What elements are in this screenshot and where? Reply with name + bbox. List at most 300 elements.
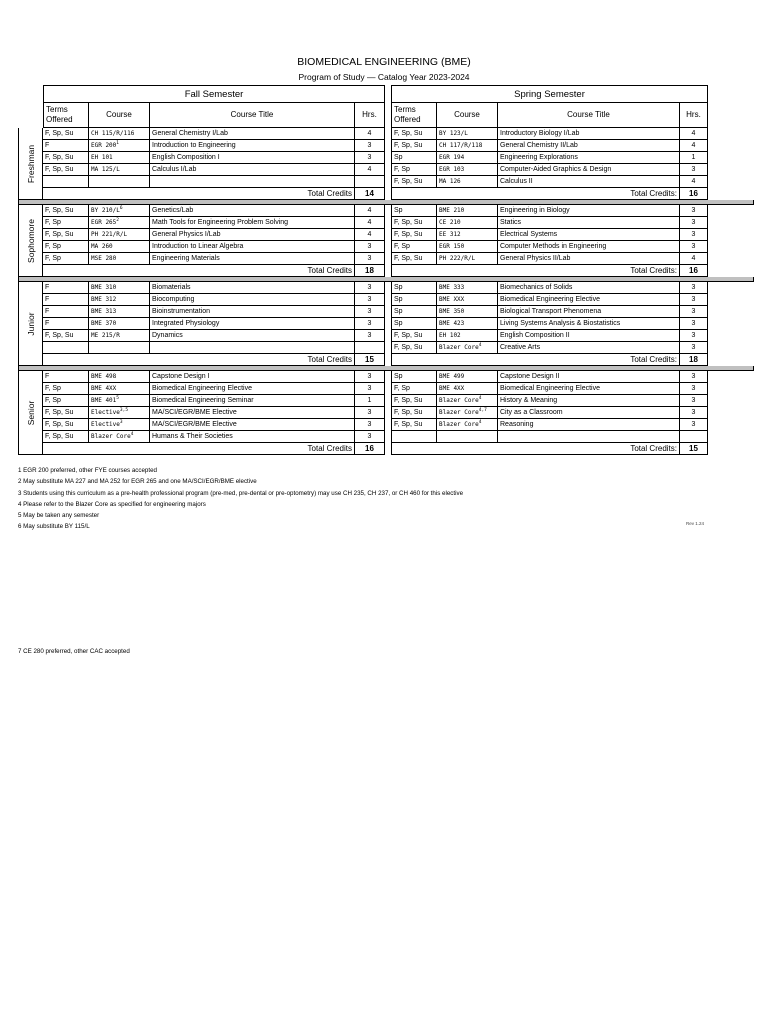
spring-course-cell	[437, 241, 498, 253]
fall-hrs-header: Hrs.	[355, 103, 385, 128]
fall-terms-cell: F, Sp	[43, 383, 89, 395]
year-block-senior	[18, 371, 754, 455]
spring-terms-cell: F, Sp, Su	[391, 128, 437, 140]
fall-hrs-cell: 3	[355, 407, 385, 419]
course-code: BME 499	[439, 373, 465, 380]
spring-total-label: Total Credits:	[391, 188, 680, 200]
spring-course-cell	[437, 140, 498, 152]
year-label	[18, 282, 43, 366]
fall-title-cell: Dynamics	[150, 330, 355, 342]
course-code: ME 215/R	[91, 332, 120, 339]
fall-course-cell	[89, 419, 150, 431]
fall-terms-cell: F	[43, 371, 89, 383]
spring-title-cell: Statics	[498, 217, 680, 229]
spring-course-cell	[437, 152, 498, 164]
fall-hrs-cell: 4	[355, 128, 385, 140]
spring-terms-cell: F, Sp, Su	[391, 217, 437, 229]
year-label	[18, 371, 43, 455]
spring-course-cell	[437, 371, 498, 383]
course-code: Elective	[91, 421, 120, 428]
spring-course-cell	[437, 306, 498, 318]
fall-hrs-cell	[355, 342, 385, 354]
spring-course-cell	[437, 383, 498, 395]
fall-terms-cell: F	[43, 318, 89, 330]
course-code: Blazer Core	[439, 397, 479, 404]
course-code: Blazer Core	[91, 433, 131, 440]
table-row	[43, 419, 754, 431]
spring-hrs-header: Hrs.	[680, 103, 708, 128]
spring-terms-cell: Sp	[391, 294, 437, 306]
fall-title-cell: Introduction to Linear Algebra	[150, 241, 355, 253]
spring-total-label: Total Credits:	[391, 443, 680, 455]
fall-title-cell: Math Tools for Engineering Problem Solving	[150, 217, 355, 229]
fall-course-cell	[89, 152, 150, 164]
spring-course-cell	[437, 176, 498, 188]
fall-hrs-cell: 3	[355, 294, 385, 306]
spring-title-cell: Biomechanics of Solids	[498, 282, 680, 294]
spring-title-cell: General Physics II/Lab	[498, 253, 680, 265]
fall-course-cell	[89, 241, 150, 253]
course-code: BME 401	[91, 397, 117, 404]
spring-hrs-cell: 3	[680, 205, 708, 217]
fall-hrs-cell: 3	[355, 431, 385, 443]
fall-title-cell: General Physics I/Lab	[150, 229, 355, 241]
fall-terms-cell: F	[43, 140, 89, 152]
spring-hrs-cell: 3	[680, 330, 708, 342]
spring-terms-cell: F, Sp, Su	[391, 395, 437, 407]
spring-course-cell	[437, 229, 498, 241]
table-row	[43, 241, 754, 253]
table-row	[43, 407, 754, 419]
footnote-ref: 4	[130, 432, 134, 437]
table-row	[43, 294, 754, 306]
fall-title-cell: Humans & Their Societies	[150, 431, 355, 443]
spring-terms-cell: Sp	[391, 282, 437, 294]
course-code: BY 210/L	[91, 207, 120, 214]
spring-hrs-cell: 3	[680, 371, 708, 383]
fall-course-cell	[89, 330, 150, 342]
spring-course-cell	[437, 330, 498, 342]
course-code: BME 423	[439, 320, 465, 327]
spring-title-cell	[498, 431, 680, 443]
spring-title-cell: Living Systems Analysis & Biostatistics	[498, 318, 680, 330]
spring-terms-cell: F, Sp, Su	[391, 140, 437, 152]
footnote: 3 Students using this curriculum as a pre-health professional program (pre-med, pre-dental or pre-optometry) may use CH 235, CH 237, or CH 460 for this elective	[18, 489, 464, 497]
spring-title-cell: Reasoning	[498, 419, 680, 431]
fall-terms-cell: F, Sp, Su	[43, 128, 89, 140]
spring-terms-cell: F, Sp	[391, 383, 437, 395]
table-row	[43, 128, 754, 140]
fall-total-label: Total Credits	[43, 354, 355, 366]
spring-title-cell: Biomedical Engineering Elective	[498, 294, 680, 306]
spring-course-cell	[437, 407, 498, 419]
course-code: EGR 194	[439, 154, 465, 161]
course-code: MA 125/L	[91, 166, 120, 173]
fall-hrs-cell: 4	[355, 229, 385, 241]
fall-terms-cell: F, Sp	[43, 395, 89, 407]
year-block-freshman	[18, 128, 754, 200]
fall-hrs-cell: 3	[355, 330, 385, 342]
spring-course-cell	[437, 342, 498, 354]
fall-title-cell: Calculus I/Lab	[150, 164, 355, 176]
fall-total-value: 15	[355, 354, 385, 366]
fall-hrs-cell: 1	[355, 395, 385, 407]
spring-title-cell: Engineering Explorations	[498, 152, 680, 164]
spring-terms-cell: F, Sp	[391, 164, 437, 176]
fall-hrs-cell: 3	[355, 152, 385, 164]
revision-label: Rev 1.24	[686, 521, 705, 526]
table-row	[43, 282, 754, 294]
footnote-7: 7 CE 280 preferred, other CAC accepted	[18, 648, 130, 655]
fall-terms-cell: F	[43, 294, 89, 306]
fall-terms-cell: F	[43, 282, 89, 294]
fall-title-cell: Biomedical Engineering Seminar	[150, 395, 355, 407]
footnote-ref: 4,7	[478, 408, 487, 413]
fall-hrs-cell: 3	[355, 241, 385, 253]
fall-hrs-cell: 4	[355, 217, 385, 229]
spring-terms-cell	[391, 431, 437, 443]
fall-course-cell	[89, 294, 150, 306]
fall-terms-cell: F, Sp	[43, 253, 89, 265]
fall-course-cell	[89, 282, 150, 294]
spring-terms-cell: Sp	[391, 318, 437, 330]
fall-title-cell: Introduction to Engineering	[150, 140, 355, 152]
footnote-ref: 3	[119, 420, 123, 425]
fall-total-value: 14	[355, 188, 385, 200]
year-name: Freshman	[25, 144, 36, 183]
spring-course-cell	[437, 164, 498, 176]
fall-course-cell	[89, 140, 150, 152]
course-code: Blazer Core	[439, 409, 479, 416]
fall-hrs-cell: 3	[355, 253, 385, 265]
footnote-ref: 1	[116, 141, 120, 146]
table-row	[43, 253, 754, 265]
spring-course-header: Course	[437, 103, 498, 128]
fall-hrs-cell: 3	[355, 383, 385, 395]
table-row	[43, 431, 754, 443]
fall-course-cell	[89, 205, 150, 217]
spring-terms-cell: F, Sp, Su	[391, 330, 437, 342]
spring-total-label: Total Credits:	[391, 265, 680, 277]
fall-terms-cell: F, Sp, Su	[43, 164, 89, 176]
spring-hrs-cell: 4	[680, 176, 708, 188]
table-row	[43, 140, 754, 152]
spring-terms-cell: F, Sp, Su	[391, 253, 437, 265]
spring-hrs-cell: 3	[680, 395, 708, 407]
table-row	[43, 371, 754, 383]
course-code: EGR 265	[91, 219, 117, 226]
course-code: PH 221/R/L	[91, 231, 128, 238]
fall-title-cell: Engineering Materials	[150, 253, 355, 265]
course-code: EE 312	[439, 231, 461, 238]
course-code: MA 260	[91, 243, 113, 250]
course-code: Blazer Core	[439, 421, 479, 428]
footnote-ref: 2	[116, 218, 120, 223]
spring-title-cell: Biological Transport Phenomena	[498, 306, 680, 318]
fall-title-cell	[150, 342, 355, 354]
fall-hrs-cell: 4	[355, 164, 385, 176]
course-code: EGR 150	[439, 243, 465, 250]
fall-course-cell	[89, 176, 150, 188]
footnote: 2 May substitute MA 227 and MA 252 for EGR 265 and one MA/SCI/EGR/BME elective	[18, 478, 257, 486]
spring-hrs-cell: 3	[680, 419, 708, 431]
year-block-junior	[18, 282, 754, 366]
footnote: 4 Please refer to the Blazer Core as specified for engineering majors	[18, 500, 206, 508]
course-code: BME 370	[91, 320, 117, 327]
spring-terms-cell: Sp	[391, 371, 437, 383]
spring-title-cell: Introductory Biology I/Lab	[498, 128, 680, 140]
course-code: MSE 280	[91, 255, 117, 262]
spring-course-cell	[437, 205, 498, 217]
fall-course-cell	[89, 371, 150, 383]
fall-total-label: Total Credits	[43, 188, 355, 200]
spring-hrs-cell: 4	[680, 140, 708, 152]
spring-total-value: 16	[680, 188, 708, 200]
table-row	[43, 176, 754, 188]
fall-total-value: 18	[355, 265, 385, 277]
fall-hrs-cell: 3	[355, 318, 385, 330]
spring-hrs-cell: 3	[680, 217, 708, 229]
spring-course-cell	[437, 318, 498, 330]
spring-title-cell: General Chemistry II/Lab	[498, 140, 680, 152]
spring-hrs-cell: 3	[680, 229, 708, 241]
fall-course-cell	[89, 318, 150, 330]
fall-title-cell: Integrated Physiology	[150, 318, 355, 330]
total-credits-row	[43, 354, 754, 366]
course-code: EH 101	[91, 154, 113, 161]
spring-title-cell: City as a Classroom	[498, 407, 680, 419]
spring-course-cell	[437, 282, 498, 294]
fall-terms-cell: F	[43, 306, 89, 318]
fall-terms-cell: F, Sp	[43, 241, 89, 253]
course-code: BME 310	[91, 284, 117, 291]
table-row	[43, 318, 754, 330]
spring-hrs-cell: 3	[680, 318, 708, 330]
semester-header-row	[18, 85, 754, 103]
course-code: PH 222/R/L	[439, 255, 476, 262]
spring-hrs-cell: 3	[680, 407, 708, 419]
table-row	[43, 330, 754, 342]
spring-hrs-cell	[680, 431, 708, 443]
spring-course-cell	[437, 217, 498, 229]
fall-title-cell: Biomaterials	[150, 282, 355, 294]
fall-course-cell	[89, 431, 150, 443]
fall-course-cell	[89, 407, 150, 419]
spring-title-cell: Electrical Systems	[498, 229, 680, 241]
fall-terms-cell: F, Sp, Su	[43, 431, 89, 443]
spring-terms-cell: Sp	[391, 152, 437, 164]
fall-terms-cell: F, Sp, Su	[43, 407, 89, 419]
fall-course-cell	[89, 342, 150, 354]
table-row	[43, 217, 754, 229]
fall-terms-cell: F, Sp	[43, 217, 89, 229]
spring-hrs-cell: 3	[680, 164, 708, 176]
table-row	[43, 383, 754, 395]
fall-terms-header: Terms Offered	[43, 103, 89, 128]
spring-course-cell	[437, 419, 498, 431]
spring-total-value: 18	[680, 354, 708, 366]
fall-hrs-cell: 3	[355, 306, 385, 318]
spring-terms-cell: Sp	[391, 205, 437, 217]
spring-course-cell	[437, 395, 498, 407]
fall-course-cell	[89, 395, 150, 407]
fall-title-cell: Genetics/Lab	[150, 205, 355, 217]
fall-course-cell	[89, 253, 150, 265]
fall-terms-cell	[43, 176, 89, 188]
spring-terms-cell: Sp	[391, 306, 437, 318]
fall-course-cell	[89, 306, 150, 318]
spring-hrs-cell: 3	[680, 282, 708, 294]
course-code: BME 210	[439, 207, 465, 214]
spring-title-cell: Computer Methods in Engineering	[498, 241, 680, 253]
spring-course-cell	[437, 431, 498, 443]
year-label	[18, 128, 43, 200]
fall-title-cell: Bioinstrumentation	[150, 306, 355, 318]
course-code: CE 210	[439, 219, 461, 226]
table-row	[43, 342, 754, 354]
fall-hrs-cell: 3	[355, 282, 385, 294]
fall-hrs-cell: 4	[355, 205, 385, 217]
fall-total-value: 16	[355, 443, 385, 455]
spring-title-cell: Computer-Aided Graphics & Design	[498, 164, 680, 176]
spring-title-cell: Creative Arts	[498, 342, 680, 354]
spring-terms-cell: F, Sp, Su	[391, 342, 437, 354]
table-row	[43, 164, 754, 176]
total-credits-row	[43, 443, 754, 455]
course-code: EGR 200	[91, 142, 117, 149]
fall-terms-cell: F, Sp, Su	[43, 419, 89, 431]
year-blocks	[18, 128, 754, 455]
footnote: 5 May be taken any semester	[18, 512, 100, 520]
fall-title-cell: MA/SCI/EGR/BME Elective	[150, 407, 355, 419]
spring-terms-cell: F, Sp, Su	[391, 419, 437, 431]
spring-title-cell: Engineering in Biology	[498, 205, 680, 217]
fall-title-cell: General Chemistry I/Lab	[150, 128, 355, 140]
fall-course-cell	[89, 229, 150, 241]
course-code: CH 115/R/116	[91, 130, 135, 137]
year-name: Junior	[25, 311, 36, 336]
footnote-ref: 4	[478, 420, 482, 425]
table-row	[43, 152, 754, 164]
fall-hrs-cell: 3	[355, 140, 385, 152]
spring-title-header: Course Title	[498, 103, 680, 128]
footnote: 1 EGR 200 preferred, other FYE courses accepted	[18, 467, 157, 474]
spring-hrs-cell: 3	[680, 306, 708, 318]
spring-terms-header: Terms Offered	[391, 103, 437, 128]
spring-hrs-cell: 4	[680, 128, 708, 140]
course-code: BME 333	[439, 284, 465, 291]
course-code: BME 312	[91, 296, 117, 303]
spring-hrs-cell: 1	[680, 152, 708, 164]
total-credits-row	[43, 188, 754, 200]
spring-total-label: Total Credits:	[391, 354, 680, 366]
fall-course-cell	[89, 383, 150, 395]
spring-course-cell	[437, 294, 498, 306]
year-block-sophomore	[18, 205, 754, 277]
course-code: BME 4XX	[439, 385, 465, 392]
course-code: Blazer Core	[439, 344, 479, 351]
fall-title-cell: Biomedical Engineering Elective	[150, 383, 355, 395]
spring-total-value: 16	[680, 265, 708, 277]
footnotes	[18, 465, 463, 533]
course-code: BME 498	[91, 373, 117, 380]
course-code: CH 117/R/118	[439, 142, 483, 149]
spring-hrs-cell: 3	[680, 241, 708, 253]
spring-course-cell	[437, 253, 498, 265]
fall-title-cell: English Composition I	[150, 152, 355, 164]
spring-terms-cell: F, Sp	[391, 241, 437, 253]
year-name: Senior	[25, 400, 36, 425]
spring-total-value: 15	[680, 443, 708, 455]
footnote: 6 May substitute BY 115/L	[18, 523, 90, 531]
spring-hrs-cell: 4	[680, 253, 708, 265]
fall-terms-cell: F, Sp, Su	[43, 330, 89, 342]
spring-terms-cell: F, Sp, Su	[391, 407, 437, 419]
footnote-ref: 5	[116, 396, 120, 401]
fall-hrs-cell	[355, 176, 385, 188]
spring-course-cell	[437, 128, 498, 140]
fall-title-cell: MA/SCI/EGR/BME Elective	[150, 419, 355, 431]
table-row	[43, 395, 754, 407]
fall-terms-cell: F, Sp, Su	[43, 205, 89, 217]
fall-title-cell: Biocomputing	[150, 294, 355, 306]
total-credits-row	[43, 265, 754, 277]
footnote-ref: 6	[119, 206, 123, 211]
year-label	[18, 205, 43, 277]
fall-terms-cell: F, Sp, Su	[43, 152, 89, 164]
fall-title-cell: Capstone Design I	[150, 371, 355, 383]
course-code: BME XXX	[439, 296, 465, 303]
spring-title-cell: History & Meaning	[498, 395, 680, 407]
document-subtitle: Program of Study — Catalog Year 2023-2024	[298, 72, 470, 82]
fall-total-label: Total Credits	[43, 443, 355, 455]
course-code: Elective	[91, 409, 120, 416]
table-row	[43, 306, 754, 318]
course-code: BME 313	[91, 308, 117, 315]
fall-title-cell	[150, 176, 355, 188]
fall-terms-cell	[43, 342, 89, 354]
course-code: EGR 103	[439, 166, 465, 173]
fall-course-cell	[89, 164, 150, 176]
fall-hrs-cell: 3	[355, 419, 385, 431]
spring-terms-cell: F, Sp, Su	[391, 176, 437, 188]
course-code: BME 350	[439, 308, 465, 315]
spring-terms-cell: F, Sp, Su	[391, 229, 437, 241]
document-title: BIOMEDICAL ENGINEERING (BME)	[297, 56, 471, 68]
spring-title-cell: Capstone Design II	[498, 371, 680, 383]
fall-total-label: Total Credits	[43, 265, 355, 277]
program-of-study-table	[18, 85, 754, 455]
fall-hrs-cell: 3	[355, 371, 385, 383]
course-code: BY 123/L	[439, 130, 468, 137]
fall-terms-cell: F, Sp, Su	[43, 229, 89, 241]
spring-title-cell: English Composition II	[498, 330, 680, 342]
fall-course-cell	[89, 128, 150, 140]
spring-title-cell: Calculus II	[498, 176, 680, 188]
spring-semester-header: Spring Semester	[391, 85, 708, 103]
footnote-ref: 3,5	[119, 408, 129, 413]
fall-course-header: Course	[89, 103, 150, 128]
footnote-ref: 4	[478, 343, 482, 348]
fall-semester-header: Fall Semester	[43, 85, 385, 103]
table-row	[43, 205, 754, 217]
course-code: BME 4XX	[91, 385, 117, 392]
fall-course-cell	[89, 217, 150, 229]
spring-title-cell: Biomedical Engineering Elective	[498, 383, 680, 395]
table-row	[43, 229, 754, 241]
column-header-row	[18, 103, 754, 128]
spring-hrs-cell: 3	[680, 294, 708, 306]
